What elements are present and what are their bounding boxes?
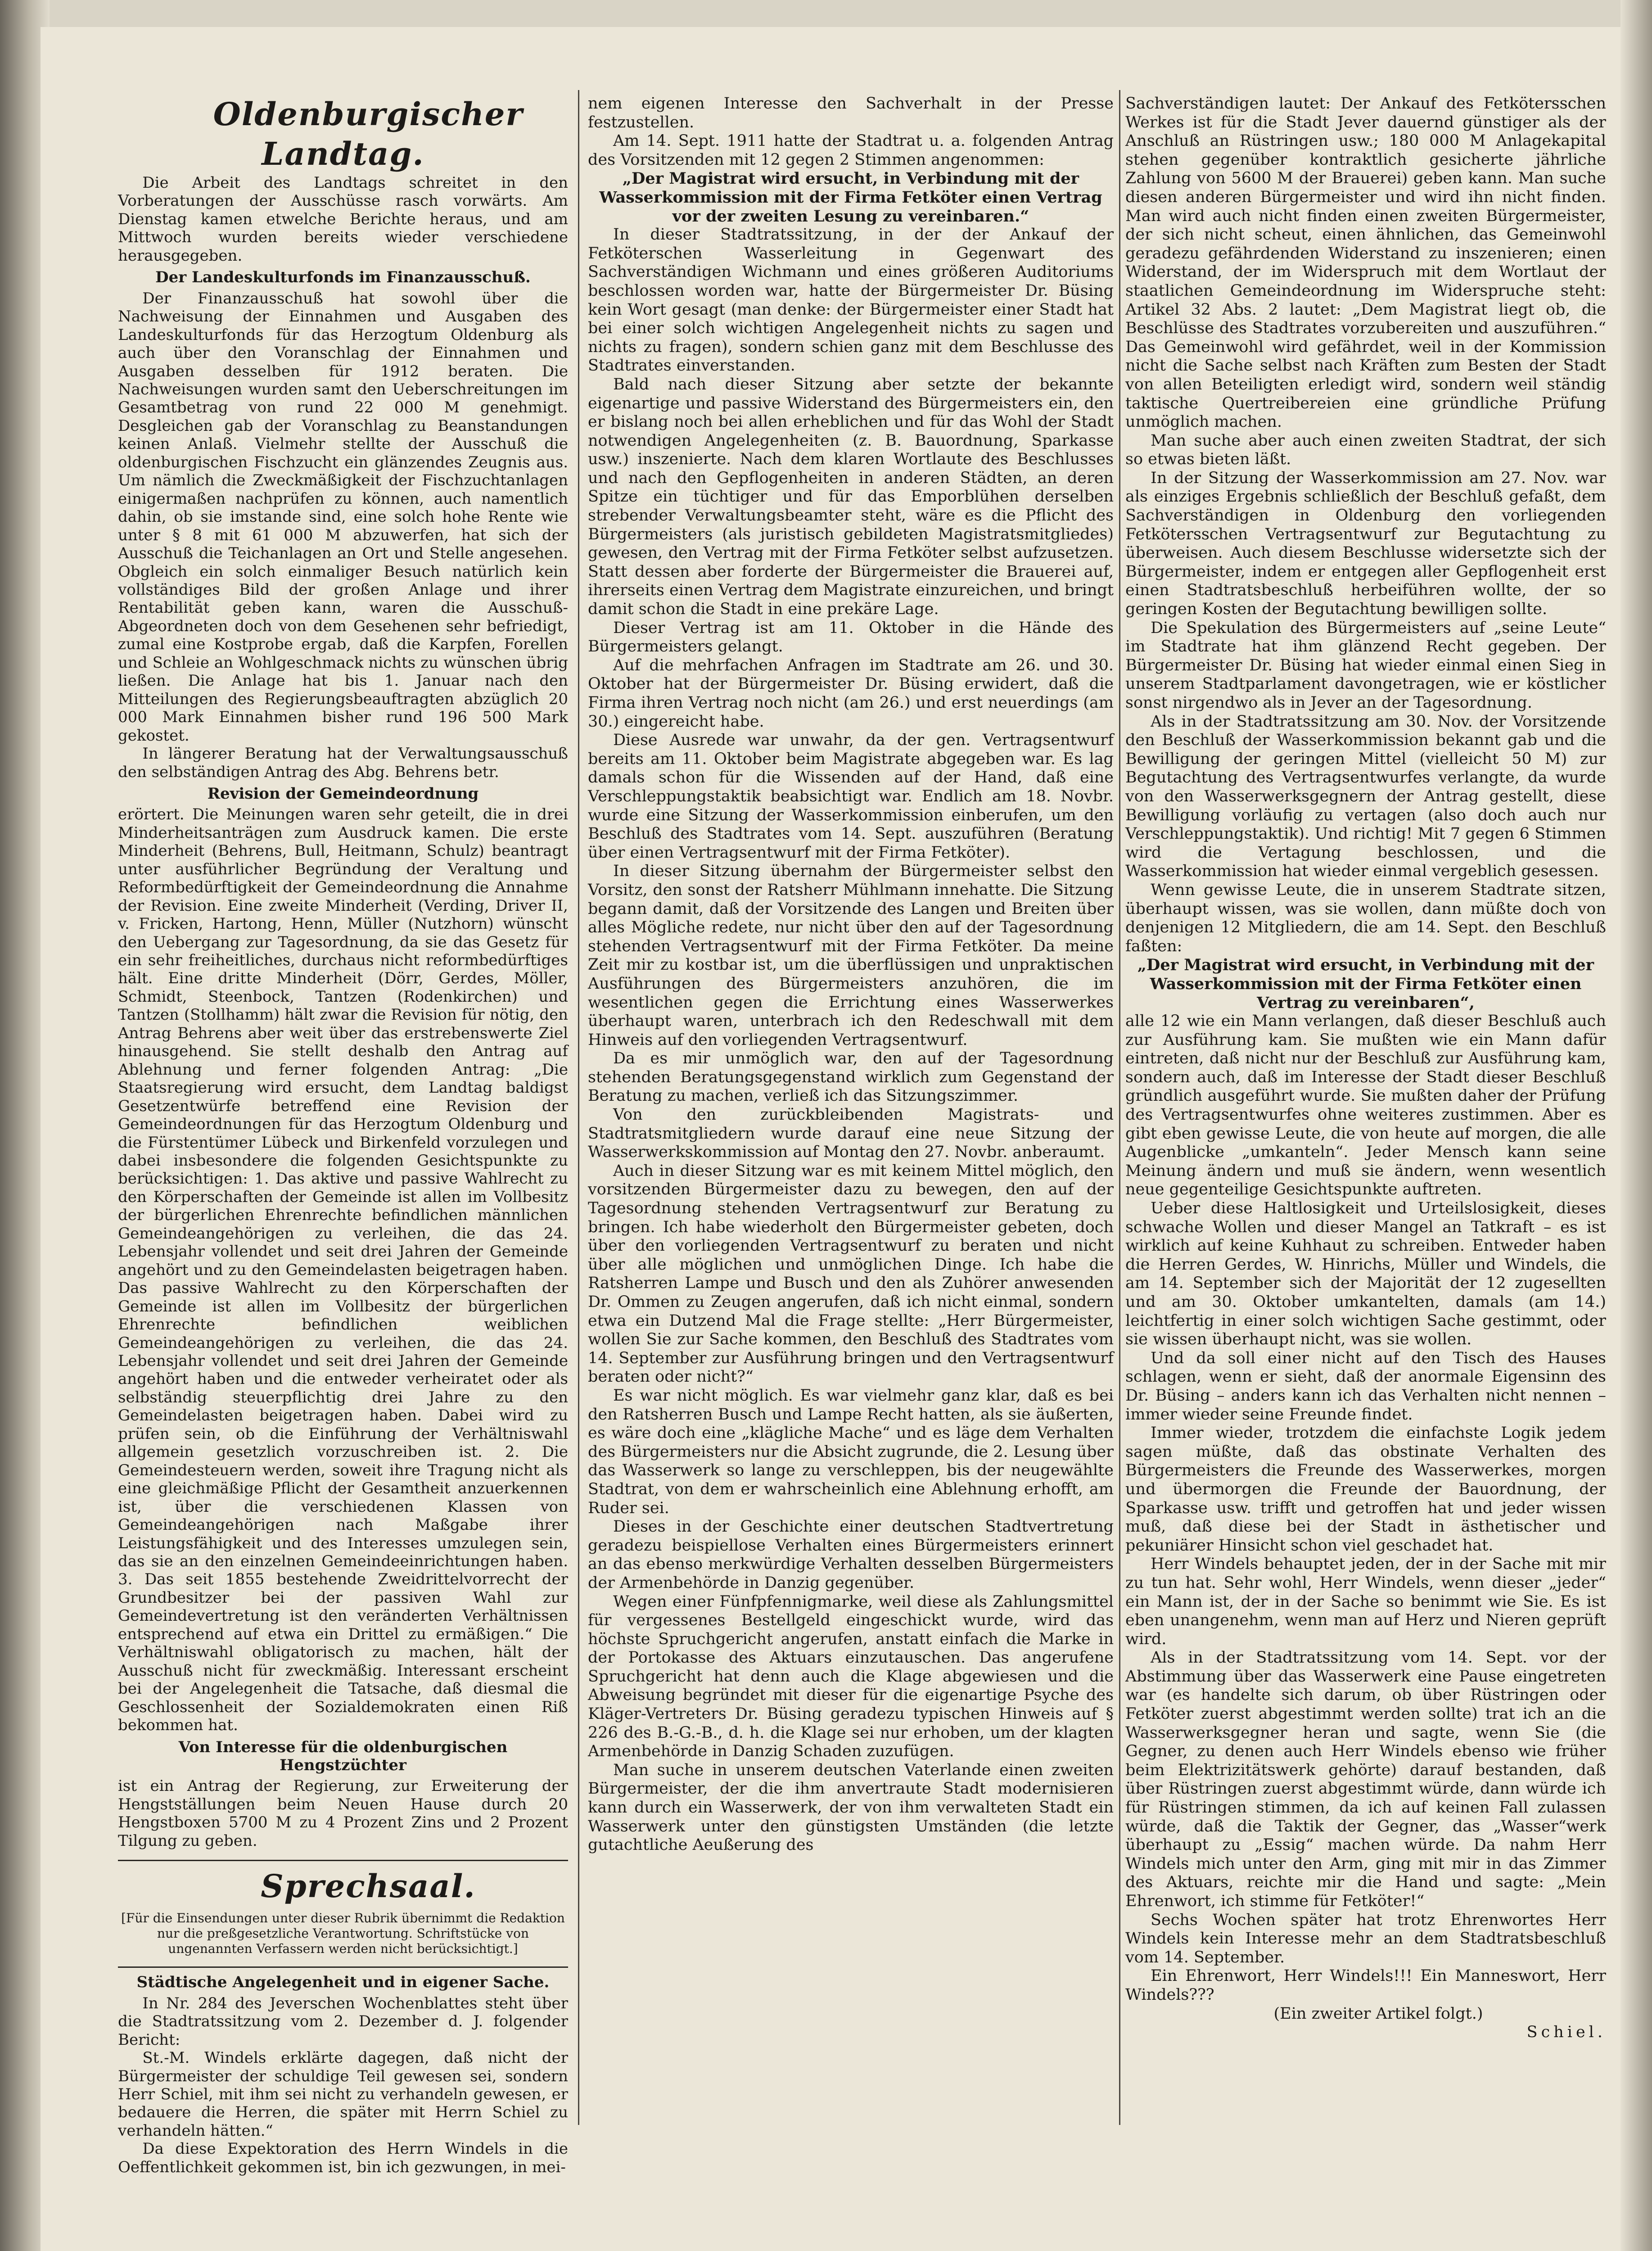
- paragraph: Als in der Stadtratssitzung vom 14. Sept. vor der Abstimmung über das Wasserwerk eine Pause eingetreten war (es handelte sich darum, ob über Rüstringen oder Fetköter zuerst abgestimmt werden sollte) trat ich an die Wasserwerksgegner heran und sagte, wenn Sie (die Gegner, zu denen auch Herr Windels ebenso wie früher beim Elektrizitätswerk gehörte) darauf bestanden, daß über Rüstringen zuerst abgestimmt würde, dann würde ich für Rüstringen stimmen, da ich auf keinen Fall zulassen würde, daß die Taktik der Gegner, das „Wasser“werk überhaupt zu „Essig“ machen würde. Da nahm Herr Windels mich unter den Arm, ging mit mir in das Zimmer des Aktuars, reichte mir die Hand und sagte: „Mein Ehrenwort, ich stimme für Fetköter!“: [1125, 1649, 1606, 1910]
- paragraph: In dieser Sitzung übernahm der Bürgermeister selbst den Vorsitz, den sonst der Ratsherr Mühlmann innehatte. Die Sitzung begann damit, daß der Vorsitzende des Langen und Breiten über alles Mögliche redete, nur nicht über den auf der Tagesordnung stehenden Vertragsentwurf mit der Firma Fetköter. Da meine Zeit mir zu kostbar ist, um die überflüssigen und unpraktischen Ausführungen des Bürgermeisters anzuhören, die im wesentlichen gegen die Errichtung eines Wasserwerkes überhaupt waren, unterbrach ich den Redeschwall mit dem Hinweis auf den vorliegenden Vertragsentwurf.: [588, 862, 1114, 1049]
- continuation-note: (Ein zweiter Artikel folgt.): [1273, 2004, 1483, 2023]
- paragraph: In dieser Stadtratssitzung, in der der Ankauf der Fetköterschen Wasserleitung in Gegenwart des Sachverständigen Wichmann und eines größeren Auditoriums beschlossen worden war, hatte der Bürgermeister Dr. Büsing kein Wort gesagt (man denke: der Bürgermeister einer Stadt hat bei einer solch wichtigen Angelegenheit nichts zu sagen und nichts zu fragen), sondern schien ganz mit dem Beschlusse des Stadtrates einverstanden.: [588, 226, 1114, 375]
- paragraph: Man suche in unserem deutschen Vaterlande einen zweiten Bürgermeister, der die ihm anvertraute Stadt modernisieren kann durch ein Wasserwerk, der von ihm verwalteten Stadt ein Wasserwerk unter den günstigsten Umständen (die letzte gutachtliche Aeußerung des: [588, 1761, 1114, 1854]
- paragraph: Am 14. Sept. 1911 hatte der Stadtrat u. a. folgenden Antrag des Vorsitzenden mit 12 gegen 2 Stimmen angenommen:: [588, 132, 1114, 169]
- paragraph: Ein Ehrenwort, Herr Windels!!! Ein Manneswort, Herr Windels???: [1125, 1967, 1606, 2004]
- landtag-title: Oldenburgischer Landtag.: [213, 95, 524, 172]
- next-page-edge: [1620, 0, 1652, 2251]
- paragraph: Da diese Expektoration des Herrn Windels in die Oeffentlichkeit gekommen ist, bin ich gezwungen, in mei-: [118, 2140, 568, 2176]
- paragraph: Sechs Wochen später hat trotz Ehrenwortes Herr Windels kein Interesse mehr an dem Stadtratsbeschluß vom 14. September.: [1125, 1911, 1606, 1966]
- paragraph: Dieser Vertrag ist am 11. Oktober in die Hände des Bürgermeisters gelangt.: [588, 619, 1114, 656]
- paragraph: Und da soll einer nicht auf den Tisch des Hauses schlagen, wenn er sieht, daß der anormale Eigensinn des Dr. Büsing – anders kann ich das Verhalten nicht nennen – immer wieder seine Freunde findet.: [1125, 1349, 1606, 1424]
- section-heading: Revision der Gemeindeordnung: [207, 784, 479, 803]
- paragraph: Auch in dieser Sitzung war es mit keinem Mittel möglich, den vorsitzenden Bürgermeister dazu zu bewegen, den auf der Tagesordnung stehenden Vertragsentwurf zur Beratung zu bringen. Ich habe wiederholt den Bürgermeister gebeten, doch über den vorliegenden Vertragsentwurf zu beraten und nicht über alle möglichen und unmöglichen Dinge. Ich habe die Ratsherren Lampe und Busch und den als Zuhörer anwesenden Dr. Ommen zu Zeugen angerufen, daß ich nicht einmal, sondern etwa ein Dutzend Mal die Frage stellte: „Herr Bürgermeister, wollen Sie zur Sache kommen, den Beschluß des Stadtrates vom 14. September zur Ausführung bringen und den Vertragsentwurf beraten oder nicht?“: [588, 1162, 1114, 1386]
- paragraph: Herr Windels behauptet jeden, der in der Sache mit mir zu tun hat. Sehr wohl, Herr Windels, wenn dieser „jeder“ ein Mann ist, der in der Sache so benimmt wie Sie. Es ist eben unangenehm, wenn man auf Herz und Nieren geprüft wird.: [1125, 1555, 1606, 1648]
- column-2: [588, 95, 1114, 1855]
- paragraph: Man suche aber auch einen zweiten Stadtrat, der sich so etwas bieten läßt.: [1125, 431, 1606, 469]
- landtag-intro: Die Arbeit des Landtags schreitet in den Vorberatungen der Ausschüsse rasch vorwärts. Am Dienstag kamen etwelche Berichte heraus, und am Mittwoch wurden bereits wieder verschiedene herausgegeben.: [118, 174, 568, 265]
- paragraph: In der Sitzung der Wasserkommission am 27. Nov. war als einziges Ergebnis schließlich der Beschluß gefaßt, dem Sachverständigen in Oldenburg den vorliegenden Fetkötersschen Vertragsentwurf zur Begutachtung zu überweisen. Auch diesem Beschlusse widersetzte sich der Bürgermeister, indem er entgegen aller Gepflogenheit erst einen Stadtratsbeschluß herbeiführen wollte, der so geringen Kosten der Begutachtung bewilligen sollte.: [1125, 469, 1606, 619]
- paragraph: alle 12 wie ein Mann verlangen, daß dieser Beschluß auch zur Ausführung kam. Sie mußten wie ein Mann dafür eintreten, daß nicht nur der Beschluß zur Ausführung kam, sondern auch, daß im Interesse der Stadt dieser Beschluß gründlich ausgeführt wurde. Sie mußten daher der Prüfung des Vertragsentwurfes ohne weiteres zustimmen. Aber es gibt eben gewisse Leute, die von heute auf morgen, die alle Augenblicke „umkanteln“. Jeder Mensch kann seine Meinung ändern und muß sie ändern, wenn wesentlich neue gegenteilige Gesichtspunkte auftreten.: [1125, 1012, 1606, 1199]
- paragraph: Auf die mehrfachen Anfragen im Stadtrate am 26. und 30. Oktober hat der Bürgermeister Dr. Büsing erwidert, daß die Firma ihren Vertrag noch nicht (am 26.) und erst neuerdings (am 30.) eingereicht habe.: [588, 656, 1114, 731]
- paragraph: Dieses in der Geschichte einer deutschen Stadtvertretung geradezu beispiellose Verhalten eines Bürgermeisters erinnert an das ebenso merkwürdige Verhalten desselben Bürgermeisters der Armenbehörde in Danzig gegenüber.: [588, 1518, 1114, 1592]
- paragraph: In Nr. 284 des Jeverschen Wochenblattes steht über die Stadtratssitzung vom 2. Dezember d. J. folgender Bericht:: [118, 1994, 568, 2049]
- resolution-quote: „Der Magistrat wird ersucht, in Verbindung mit der Wasserkommission mit der Firma Fetköter einen Vertrag zu vereinbaren“,: [1137, 956, 1594, 1012]
- paragraph: Da es mir unmöglich war, den auf der Tagesordnung stehenden Beratungsgegenstand wirklich zum Gegenstand der Beratung zu machen, verließ ich das Sitzungszimmer.: [588, 1049, 1114, 1105]
- paragraph: Von den zurückbleibenden Magistrats- und Stadtratsmitgliedern wurde darauf eine neue Sitzung der Wasserwerkskommission auf Montag den 27. Novbr. anberaumt.: [588, 1106, 1114, 1162]
- paragraph: Der Finanzausschuß hat sowohl über die Nachweisung der Einnahmen und Ausgaben des Landeskulturfonds für das Herzogtum Oldenburg als auch über den Voranschlag der Einnahmen und Ausgaben desselben für 1912 beraten. Die Nachweisungen wurden samt den Ueberschreitungen im Gesamtbetrag von rund 22 000 M genehmigt. Desgleichen gab der Voranschlag zu Beanstandungen keinen Anlaß. Vielmehr stellte der Ausschuß die oldenburgischen Fischzucht ein glänzendes Zeugnis aus. Um nämlich die Zweckmäßigkeit der Fischzuchtanlagen einigermaßen nachprüfen zu können, auch namentlich dahin, ob sie imstande sind, eine solch hohe Rente wie unter § 8 mit 61 000 M abzuwerfen, hat sich der Ausschuß die Teichanlagen an Ort und Stelle angesehen. Obgleich ein solch einmaliger Besuch natürlich kein vollständiges Bild der großen Anlage und ihrer Rentabilität geben kann, waren die Ausschuß-Abgeordneten doch von dem Gesehenen sehr befriedigt, zumal eine Kostprobe ergab, daß die Karpfen, Forellen und Schleie an Wohlgeschmack nichts zu wünschen übrig ließen. Die Anlage hat bis 1. Januar nach den Mitteilungen des Regierungsbeauftragten abzüglich 20 000 Mark Einnahmen bisher rund 196 500 Mark gekostet.: [118, 289, 568, 745]
- paragraph: Wegen einer Fünfpfennigmarke, weil diese als Zahlungsmittel für vergessenes Bestellgeld eingeschickt wurde, wird das höchste Spruchgericht angerufen, anstatt einfach die Marke in der Portokasse des Aktuars einzutauschen. Das angerufene Spruchgericht hat denn auch die Klage abgewiesen und die Abweisung begründet mit dieser für die eigenartige Psyche des Kläger-Vertreters Dr. Büsing geradezu typischen Hinweis auf § 226 des B.-G.-B., d. h. die Klage sei nur erhoben, um der klagten Armenbehörde in Danzig Schaden zuzufügen.: [588, 1592, 1114, 1761]
- paragraph: Immer wieder, trotzdem die einfachste Logik jedem sagen müßte, daß das obstinate Verhalten des Bürgermeisters die Freunde des Wasserwerkes, morgen und übermorgen die Freunde der Bauordnung, der Sparkasse usw. trifft und getroffen hat und jeder wissen muß, daß diese bei der Stadt in ästhetischer und pekuniärer Hinsicht schon viel geschadet hat.: [1125, 1424, 1606, 1555]
- paragraph: St.-M. Windels erklärte dagegen, daß nicht der Bürgermeister der schuldige Teil gewesen sei, sondern Herr Schiel, mit ihm sei nicht zu verhandeln gewesen, er bedauere die Herren, die später mit Herrn Schiel zu verhandeln hätten.“: [118, 2049, 568, 2140]
- paragraph: Diese Ausrede war unwahr, da der gen. Vertragsentwurf bereits am 11. Oktober beim Magistrate abgegeben war. Es lag damals schon für die Wissenden auf der Hand, daß eine Verschleppungstaktik beabsichtigt war. Endlich am 18. Novbr. wurde eine Sitzung der Wasserkommission einberufen, um den Beschluß des Stadtrates vom 14. Sept. auszuführen (Beratung über einen Vertragsentwurf mit der Firma Fetköter).: [588, 731, 1114, 862]
- paragraph: Es war nicht möglich. Es war vielmehr ganz klar, daß es bei den Ratsherren Busch und Lampe Recht hatten, als sie äußerten, es wäre doch eine „klägliche Mache“ und es läge dem Verhalten des Bürgermeisters nur die Absicht zugrunde, die 2. Lesung über das Wasserwerk so lange zu verschleppen, bis der neugewählte Stadtrat, von dem er wahrscheinlich eine Ablehnung erhofft, am Ruder sei.: [588, 1386, 1114, 1517]
- sprechsaal-title: Sprechsaal.: [261, 1867, 476, 1905]
- paragraph: ist ein Antrag der Regierung, zur Erweiterung der Hengstställungen beim Neuen Hause durch 20 Hengstboxen 5700 M zu 4 Prozent Zins und 2 Prozent Tilgung zu geben.: [118, 1777, 568, 1850]
- paragraph: Bald nach dieser Sitzung aber setzte der bekannte eigenartige und passive Widerstand des Bürgermeisters ein, den er bislang noch bei allen erheblichen und für das Wohl der Stadt notwendigen Angelegenheiten (z. B. Bauordnung, Sparkasse usw.) inszenierte. Nach dem klaren Wortlaute des Beschlusses und nach den Gepflogenheiten in anderen Städten, an deren Spitze ein tüchtiger und für das Emporblühen derselben strebender Verwaltungsbeamter steht, wäre es die Pflicht des Bürgermeisters (als juristisch gebildeten Magistratsmitgliedes) gewesen, den Vertrag mit der Firma Fetköter selbst aufzusetzen. Statt dessen aber forderte der Bürgermeister die Brauerei auf, ihrerseits einen Vertrag dem Magistrate einzureichen, und bringt damit schon die Stadt in eine prekäre Lage.: [588, 375, 1114, 619]
- paragraph: Sachverständigen lautet: Der Ankauf des Fetkötersschen Werkes ist für die Stadt Jever dauernd günstiger als der Anschluß an Rüstringen usw.; 180 000 M Anlagekapital stehen gegenüber kontraktlich gesicherte jährliche Zahlung von 5600 M der Brauerei) geben kann. Man suche diesen anderen Bürgermeister und wird ihn nicht finden. Man wird auch nicht finden einen zweiten Bürgermeister, der sich nicht scheut, einen ähnlichen, das Gemeinwohl geradezu gefährdenden Widerstand zu inszenieren; einen Widerstand, der im Widerspruch mit dem Wortlaut der staatlichen Gemeindeordnung im Widerspruche steht: Artikel 32 Abs. 2 lautet: „Dem Magistrat liegt ob, die Beschlüsse des Stadtrates vorzubereiten und auszuführen.“ Das Gemeinwohl wird gefährdet, weil in der Kommission nicht die Sache selbst nach Kräften zum Besten der Stadt von allen Beteiligten erledigt wird, sondern weil ständig taktische Quertreibereien eine gründliche Prüfung unmöglich machen.: [1125, 95, 1606, 431]
- resolution-quote: „Der Magistrat wird ersucht, in Verbindung mit der Wasserkommission mit der Firma Fetköter einen Vertrag vor der zweiten Lesung zu vereinbaren.“: [599, 169, 1102, 226]
- editorial-disclaimer: [Für die Einsendungen unter dieser Rubrik übernimmt die Redaktion nur die preßgesetzliche Verantwortung. Schriftstücke von ungenannten Verfassern werden nicht berücksichtigt.]: [121, 1911, 565, 1957]
- paragraph: In längerer Beratung hat der Verwaltungsausschuß den selbständigen Antrag des Abg. Behrens betr.: [118, 745, 568, 781]
- article-heading: Städtische Angelegenheit und in eigener Sache.: [136, 1973, 550, 1992]
- column-rule: [1119, 90, 1120, 2125]
- paragraph: Als in der Stadtratssitzung am 30. Nov. der Vorsitzende den Beschluß der Wasserkommission bekannt gab und die Bewilligung der geringen Mittel (vielleicht 50 M) zur Begutachtung des Vertragsentwurfes verlangte, da wurde von den Wasserwerksgegnern der Antrag gestellt, diese Bewilligung vorläufig zu vertagen (also doch auch nur Verschleppungstaktik). Und richtig! Mit 7 gegen 6 Stimmen wird die Vertagung beschlossen, und die Wasserkommission hat wieder einmal vergeblich gesessen.: [1125, 712, 1606, 881]
- paragraph: Wenn gewisse Leute, die in unserem Stadtrate sitzen, überhaupt wissen, was sie wollen, dann müßte doch von denjenigen 12 Mitgliedern, die am 14. Sept. den Beschluß faßten:: [1125, 881, 1606, 955]
- section-heading: Der Landeskulturfonds im Finanzausschuß.: [155, 268, 531, 287]
- paragraph: Ueber diese Haltlosigkeit und Urteilslosigkeit, dieses schwache Wollen und dieser Mangel an Tatkraft – es ist wirklich auf keine Kuhhaut zu schreiben. Entweder haben die Herren Gerdes, W. Hinrichs, Müller und Windels, die am 14. September sich der Majorität der 12 zugesellten und am 30. Oktober umkantelten, damals (am 14.) leichtfertig in einer solch wichtigen Sache gestimmt, oder sie wissen überhaupt nicht, was sie wollen.: [1125, 1199, 1606, 1349]
- column-3: [1125, 95, 1606, 2042]
- paragraph: Die Spekulation des Bürgermeisters auf „seine Leute“ im Stadtrate hat ihm glänzend Recht gegeben. Der Bürgermeister Dr. Büsing hat wieder einmal einen Sieg in unserem Stadtparlament davongetragen, wie er köstlicher sonst nirgendwo als in Jever an der Tagesordnung.: [1125, 619, 1606, 712]
- author-signature: Schiel.: [1526, 2023, 1606, 2042]
- column-rule: [578, 90, 579, 2125]
- section-heading: Von Interesse für die oldenburgischen Hengstzüchter: [178, 1738, 508, 1774]
- column-1: [118, 95, 568, 2176]
- section-separator: [118, 1860, 568, 1861]
- paragraph: nem eigenen Interesse den Sachverhalt in der Presse festzustellen.: [588, 95, 1114, 131]
- paragraph: erörtert. Die Meinungen waren sehr geteilt, die in drei Minderheitsanträgen zum Ausdruck kamen. Die erste Minderheit (Behrens, Bull, Heitmann, Schulz) beantragt unter ausführlicher Begründung der Veraltung und Reformbedürftigkeit der Gemeindeordnung die Annahme der Revision. Eine zweite Minderheit (Verding, Driver II, v. Fricken, Hartong, Henn, Müller (Nutzhorn) wünscht den Uebergang zur Tagesordnung, da sie das Gesetz für ein sehr freiheitliches, durchaus nicht reformbedürftiges hält. Eine dritte Minderheit (Dörr, Gerdes, Möller, Schmidt, Steenbock, Tantzen (Rodenkirchen) und Tantzen (Stollhamm) hält zwar die Revision für nötig, den Antrag Behrens aber weit über das erstrebenswerte Ziel hinausgehend. Sie stellt deshalb den Antrag auf Ablehnung und ferner folgenden Antrag: „Die Staatsregierung wird ersucht, dem Landtag baldigst Gesetzentwürfe betreffend eine Revision der Gemeindeordnungen für das Herzogtum Oldenburg und die Fürstentümer Lübeck und Birkenfeld vorzulegen und dabei insbesondere die folgenden Gesichtspunkte zu berücksichtigen: 1. Das aktive und passive Wahlrecht zu den Körperschaften der Gemeinde ist allen im Vollbesitz der bürgerlichen Ehrenrechte befindlichen männlichen Gemeindeangehörigen zu verleihen, die das 24. Lebensjahr vollendet und seit drei Jahren der Gemeinde angehört und zu den Gemeindelasten beigetragen haben. Das passive Wahlrecht zu den Körperschaften der Gemeinde ist allen im Vollbesitz der bürgerlichen Ehrenrechte befindlichen weiblichen Gemeindeangehörigen zu verleihen, die das 24. Lebensjahr vollendet und seit drei Jahren der Gemeinde angehört haben und die entweder verheiratet oder als selbständig steuerpflichtig drei Jahre zu den Gemeindelasten beigetragen haben. Dabei wird zu prüfen sein, ob die Einführung der Verhältniswahl allgemein gesetzlich vorzuschreiben ist. 2. Die Gemeindesteuern werden, soweit ihre Tragung nicht als eine gleichmäßige Pflicht der Gesamtheit anzuerkennen ist, über die verschiedenen Klassen von Gemeindeangehörigen nach Maßgabe ihrer Leistungsfähigkeit und des Interesses umzulegen sein, das sie an den einzelnen Gemeindeeinrichtungen haben. 3. Das seit 1855 bestehende Zweidrittelvorrecht der Grundbesitzer bei der passiven Wahl zur Gemeindevertretung ist den veränderten Verhältnissen entsprechend auf etwa ein Drittel zu ermäßigen.“ Die Verhältniswahl obligatorisch zu machen, hält der Ausschuß nicht für zweckmäßig. Interessant erscheint bei der Angelegenheit die Tatsache, daß diesmal die Geschlossenheit der Sozialdemokraten einen Riß bekommen hat.: [118, 805, 568, 1735]
- section-separator: [118, 1966, 568, 1968]
